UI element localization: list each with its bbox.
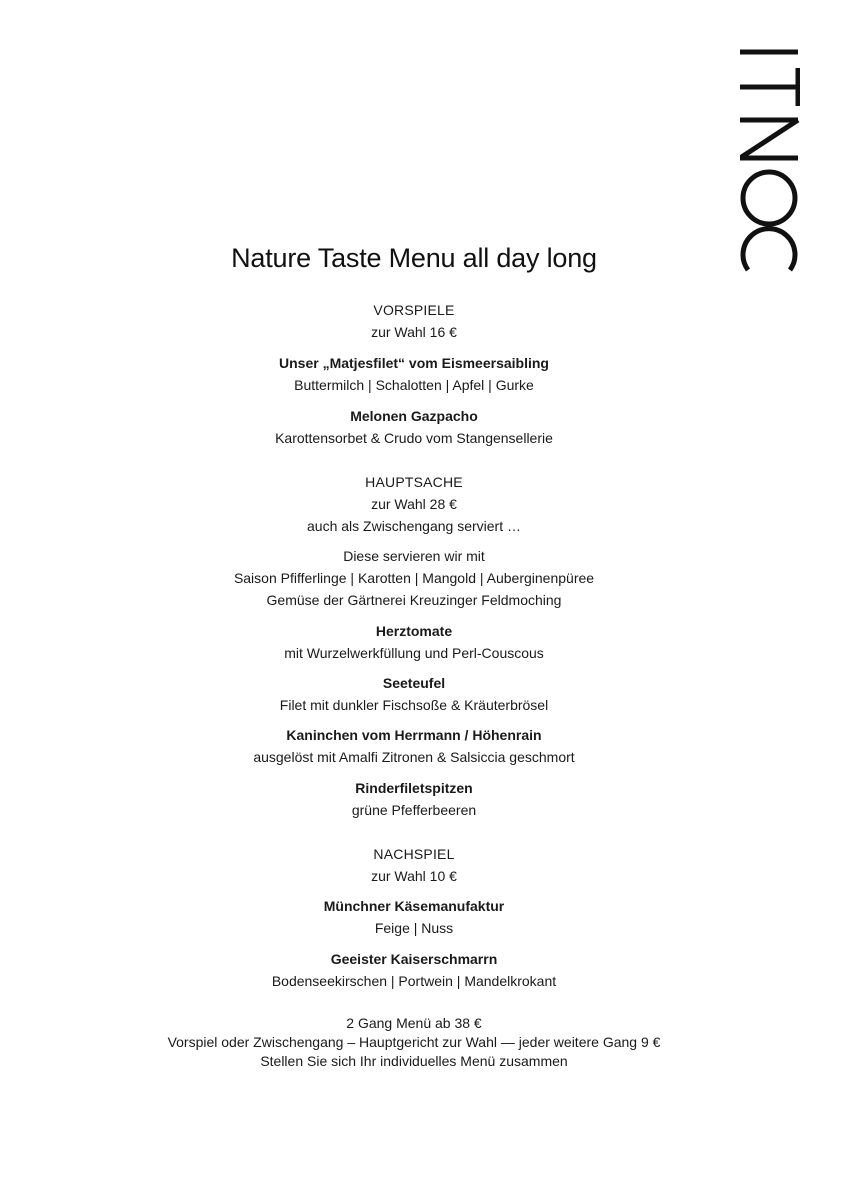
section-heading-hauptsache: HAUPTSACHE	[365, 474, 463, 490]
dish-name: Rinderfiletspitzen	[355, 780, 473, 796]
section-price-hauptsache: zur Wahl 28 €	[371, 496, 457, 512]
sides-line: Saison Pfifferlinge | Karotten | Mangold | Auberginenpüree	[233, 570, 595, 586]
footer-line: Stellen Sie sich Ihr individuelles Menü zusammen	[260, 1053, 568, 1069]
dish-description: Karottensorbet & Crudo vom Stangensellerie	[275, 430, 553, 446]
sides-line: Gemüse der Gärtnerei Kreuzinger Feldmoching	[266, 592, 562, 608]
section-price-nachspiel: zur Wahl 10 €	[371, 868, 457, 884]
footer-line: Vorspiel oder Zwischengang – Hauptgericht zur Wahl — jeder weitere Gang 9 €	[167, 1034, 661, 1050]
sides-intro: Diese servieren wir mit	[343, 548, 485, 564]
dish-description: grüne Pfefferbeeren	[351, 802, 477, 818]
dish-name: Melonen Gazpacho	[350, 408, 478, 424]
dish-description: Bodenseekirschen | Portwein | Mandelkrokant	[271, 973, 557, 989]
dish-description: Filet mit dunkler Fischsoße & Kräuterbrösel	[279, 697, 549, 713]
dish-description: Buttermilch | Schalotten | Apfel | Gurke	[294, 377, 534, 393]
dish-name: Geeister Kaiserschmarrn	[330, 951, 498, 967]
dish-name: Kaninchen vom Herrmann / Höhenrain	[286, 727, 542, 743]
dish-name: Münchner Käsemanufaktur	[323, 898, 505, 914]
section-note-hauptsache: auch als Zwischengang serviert …	[307, 518, 521, 534]
menu-title: Nature Taste Menu all day long	[231, 243, 597, 273]
section-heading-nachspiel: NACHSPIEL	[373, 846, 455, 862]
section-price-vorspiele: zur Wahl 16 €	[371, 324, 457, 340]
section-heading-vorspiele: VORSPIELE	[373, 302, 455, 318]
dish-name: Herztomate	[375, 623, 453, 639]
dish-description: Feige | Nuss	[374, 920, 454, 936]
dish-name: Unser „Matjesfilet“ vom Eismeersaibling	[279, 355, 549, 371]
dish-description: mit Wurzelwerkfüllung und Perl-Couscous	[284, 645, 544, 661]
footer-line: 2 Gang Menü ab 38 €	[346, 1015, 482, 1031]
dish-description: ausgelöst mit Amalfi Zitronen & Salsiccia geschmort	[253, 749, 575, 765]
dish-name: Seeteufel	[382, 675, 446, 691]
